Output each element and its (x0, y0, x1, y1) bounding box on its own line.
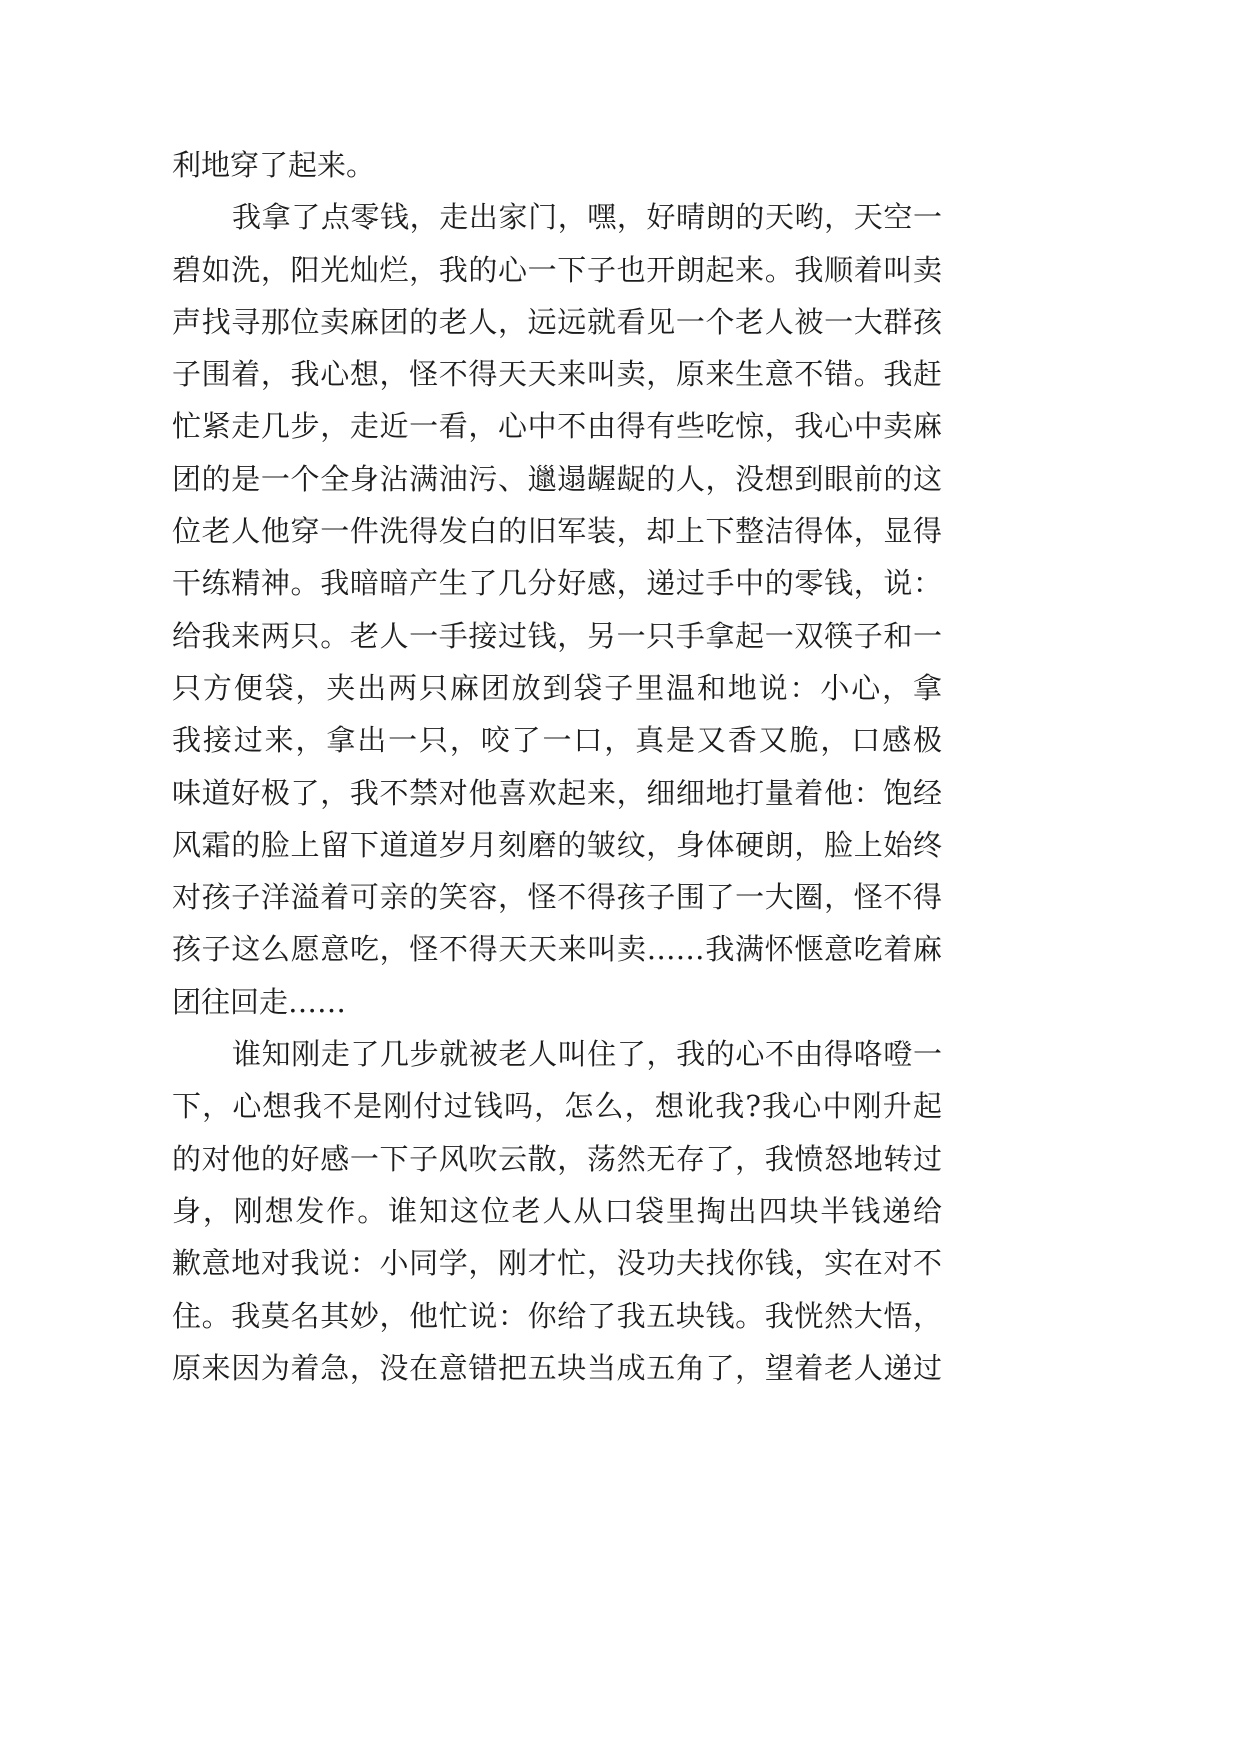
text-line: 团往回走…… (172, 984, 347, 1019)
text-line: 风霜的脸上留下道道岁月刻磨的皱纹，身体硬朗，脸上始终 (172, 827, 942, 862)
text-line: 身，刚想发作。谁知这位老人从口袋里掏出四块半钱递给 (172, 1193, 942, 1228)
text-line: 只方便袋，夹出两只麻团放到袋子里温和地说：小心，拿 (172, 670, 942, 705)
paragraph (172, 139, 942, 191)
text-line: 住。我莫名其妙，他忙说：你给了我五块钱。我恍然大悟， (172, 1298, 942, 1333)
text-line: 原来因为着急，没在意错把五块当成五角了，望着老人递过 (172, 1350, 942, 1385)
text-line: 我接过来，拿出一只，咬了一口，真是又香又脆，口感极 (172, 723, 942, 758)
text-line: 歉意地对我说：小同学，刚才忙，没功夫找你钱，实在对不 (172, 1246, 942, 1281)
text-line: 下，心想我不是刚付过钱吗，怎么，想讹我?我心中刚升起 (172, 1089, 942, 1124)
text-line: 我拿了点零钱，走出家门，嘿，好晴朗的天哟，天空一 (232, 200, 942, 235)
text-line: 团的是一个全身沾满油污、邋遢龌龊的人，没想到眼前的这 (172, 461, 942, 496)
text-line: 位老人他穿一件洗得发白的旧军装，却上下整洁得体，显得 (172, 514, 942, 549)
paragraph (172, 191, 942, 1028)
text-line: 味道好极了，我不禁对他喜欢起来，细细地打量着他：饱经 (172, 775, 942, 810)
text-line: 子围着，我心想，怪不得天天来叫卖，原来生意不错。我赶 (172, 357, 942, 392)
text-line: 声找寻那位卖麻团的老人，远远就看见一个老人被一大群孩 (172, 304, 942, 339)
body-text (172, 139, 942, 1394)
text-line: 忙紧走几步，走近一看，心中不由得有些吃惊，我心中卖麻 (172, 409, 942, 444)
text-line: 干练精神。我暗暗产生了几分好感，递过手中的零钱，说： (172, 566, 942, 601)
text-line: 谁知刚走了几步就被老人叫住了，我的心不由得咯噔一 (232, 1037, 942, 1072)
text-line: 利地穿了起来。 (172, 148, 376, 182)
text-line: 对孩子洋溢着可亲的笑容，怪不得孩子围了一大圈，怪不得 (172, 880, 942, 915)
text-line: 碧如洗，阳光灿烂，我的心一下子也开朗起来。我顺着叫卖 (172, 252, 942, 287)
text-line: 给我来两只。老人一手接过钱，另一只手拿起一双筷子和一 (172, 618, 942, 653)
text-line: 的对他的好感一下子风吹云散，荡然无存了，我愤怒地转过 (172, 1141, 942, 1176)
text-line: 孩子这么愿意吃，怪不得天天来叫卖……我满怀惬意吃着麻 (172, 932, 942, 967)
paragraph (172, 1028, 942, 1394)
